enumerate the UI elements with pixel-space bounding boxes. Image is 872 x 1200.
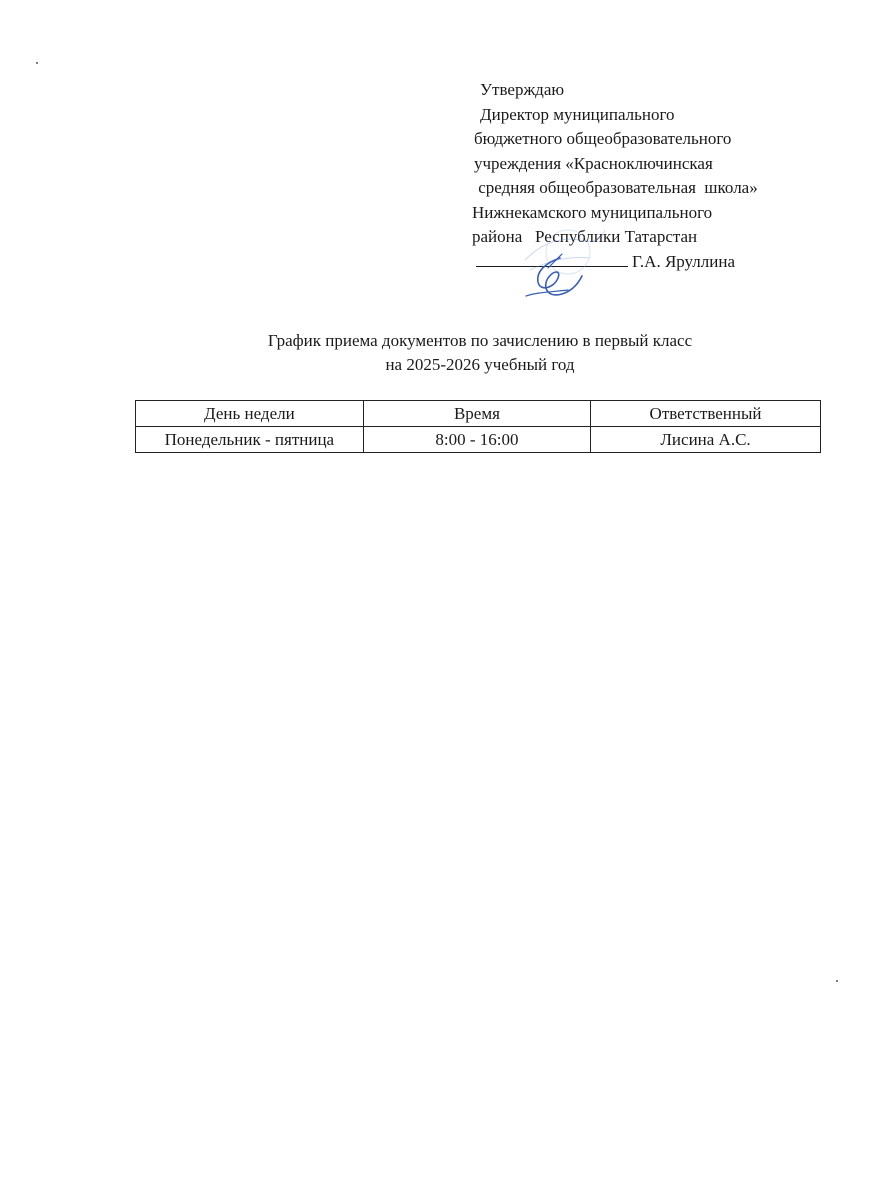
- approval-line: Директор муниципального: [480, 104, 675, 124]
- approval-line: средняя общеобразовательная школа»: [474, 178, 758, 197]
- cell-day: Понедельник - пятница: [136, 427, 364, 453]
- table-header-row: [136, 401, 821, 427]
- approval-line: Утверждаю: [480, 80, 565, 99]
- document-subtitle: на 2025-2026 учебный год: [385, 355, 575, 374]
- approval-line: Нижнекамского муниципального: [472, 202, 713, 222]
- header-day: День недели: [136, 401, 364, 427]
- cell-responsible: Лисина А.С.: [591, 427, 821, 453]
- cell-time: 8:00 - 16:00: [363, 427, 590, 453]
- signatory-name: Г.А. Яруллина: [632, 251, 736, 271]
- schedule-table: [135, 400, 821, 453]
- document-title: График приема документов по зачислению в первый класс: [267, 331, 693, 350]
- approval-line: района Республики Татарстан: [472, 227, 698, 246]
- scan-speck: [36, 62, 38, 64]
- handwritten-signature: [518, 248, 588, 306]
- table-row: [136, 427, 821, 453]
- approval-line: учреждения «Красноключинская: [474, 153, 713, 173]
- scan-speck: [836, 980, 838, 982]
- header-time: Время: [363, 401, 590, 427]
- approval-line: бюджетного общеобразовательного: [474, 129, 732, 148]
- header-responsible: Ответственный: [591, 401, 821, 427]
